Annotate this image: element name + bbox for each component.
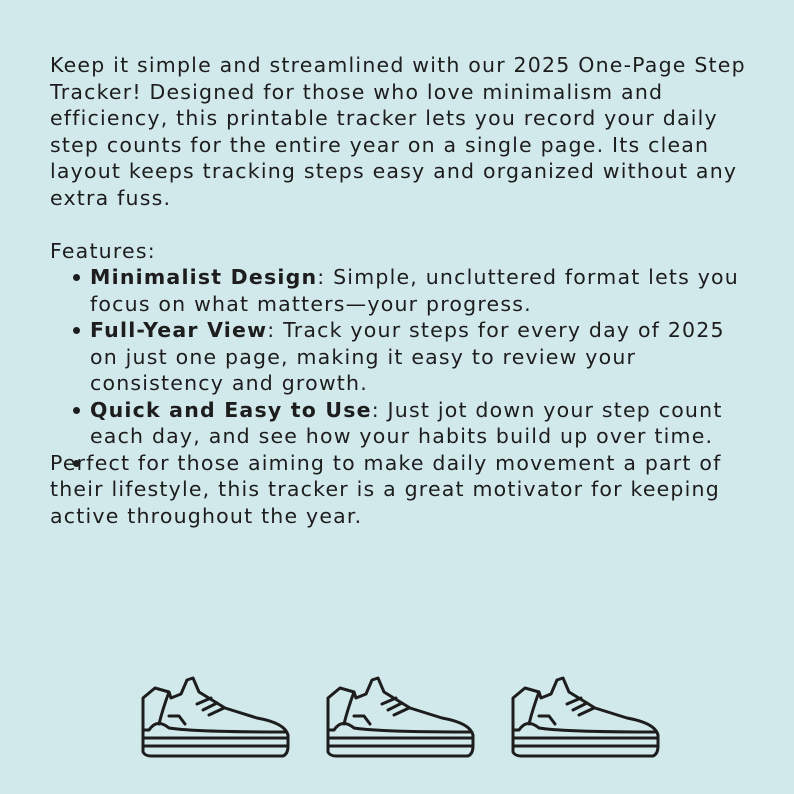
feature-term: Quick and Easy to Use (90, 397, 372, 422)
sneaker-icon (320, 668, 480, 763)
closing-paragraph: Perfect for those aiming to make daily movement a part of their lifestyle, this tracker is a great motivator for keeping active throughout the year. (50, 450, 722, 528)
sneaker-icon (135, 668, 295, 763)
feature-text: : Simple, uncluttered format lets you focus on what matters—your progress. (90, 265, 739, 316)
feature-item-quick-and-easy (50, 397, 750, 450)
description-block (50, 52, 750, 529)
features-heading: Features: (50, 238, 156, 263)
sneaker-icon (505, 668, 665, 763)
feature-term: Full-Year View (90, 318, 268, 342)
feature-item-minimalist-design (50, 264, 750, 317)
feature-item-full-year-view (50, 317, 750, 397)
sneaker-row (135, 668, 665, 763)
feature-text: : Just jot down your step count each day, and see how your habits build up over time. (90, 397, 723, 448)
paragraph-spacer (50, 211, 750, 238)
intro-paragraph: Keep it simple and streamlined with our 2025 One-Page Step Tracker! Designed for those who love minimalism and efficiency, this printable tracker lets you record your daily step counts for the entire year on a single page. Its clean layout keeps tracking steps easy and organized without any extra fuss. (50, 53, 746, 210)
feature-term: Minimalist Design (90, 265, 318, 289)
features-list (50, 264, 750, 450)
feature-text: : Track your steps for every day of 2025 on just one page, making it easy to review your consistency and growth. (90, 318, 725, 395)
